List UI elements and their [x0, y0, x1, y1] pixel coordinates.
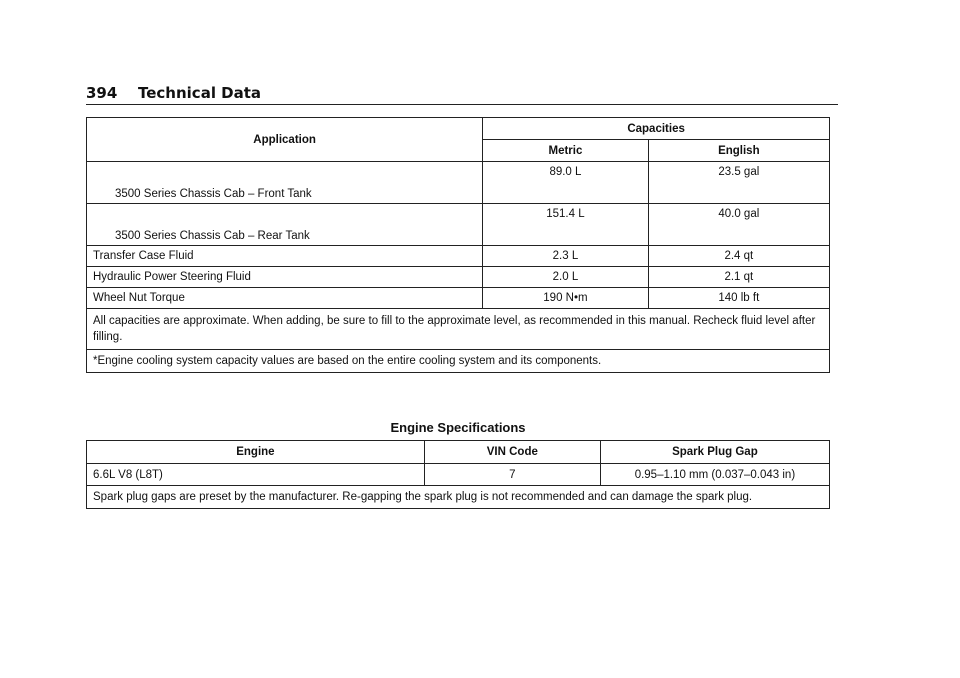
column-header-gap: Spark Plug Gap [600, 441, 829, 464]
english-cell: 140 lb ft [648, 288, 829, 309]
capacities-note: All capacities are approximate. When adding, be sure to fill to the approximate level, as recommended in this manual. Recheck fluid level after filling. [87, 309, 830, 350]
table-row [87, 162, 830, 204]
table-row [87, 246, 830, 267]
capacities-table [86, 117, 830, 373]
page-header [86, 84, 838, 105]
column-header-engine: Engine [87, 441, 425, 464]
column-header-vin: VIN Code [424, 441, 600, 464]
column-header-application: Application [87, 118, 483, 162]
table-note-row [87, 486, 830, 509]
table-note-row [87, 350, 830, 373]
cooling-note: *Engine cooling system capacity values are based on the entire cooling system and its components. [87, 350, 830, 373]
english-cell: 2.1 qt [648, 267, 829, 288]
column-header-capacities: Capacities [483, 118, 830, 140]
table-row [87, 464, 830, 486]
column-header-metric: Metric [483, 140, 648, 162]
table-header-row [87, 118, 830, 140]
table-row [87, 288, 830, 309]
application-cell: 3500 Series Chassis Cab – Front Tank [87, 162, 483, 204]
application-cell: 3500 Series Chassis Cab – Rear Tank [87, 204, 483, 246]
application-cell: Transfer Case Fluid [87, 246, 483, 267]
metric-cell: 2.0 L [483, 267, 648, 288]
spark-plug-note: Spark plug gaps are preset by the manufacturer. Re-gapping the spark plug is not recommended and can damage the spark plug. [87, 486, 830, 509]
table-header-row [87, 441, 830, 464]
english-cell: 23.5 gal [648, 162, 829, 204]
english-cell: 2.4 qt [648, 246, 829, 267]
application-cell: Hydraulic Power Steering Fluid [87, 267, 483, 288]
table-row [87, 204, 830, 246]
section-title: Technical Data [138, 84, 262, 102]
gap-cell: 0.95–1.10 mm (0.037–0.043 in) [600, 464, 829, 486]
english-cell: 40.0 gal [648, 204, 829, 246]
page-number: 394 [86, 84, 118, 102]
engine-cell: 6.6L V8 (L8T) [87, 464, 425, 486]
column-header-english: English [648, 140, 829, 162]
table-note-row [87, 309, 830, 350]
engine-specs-title: Engine Specifications [390, 420, 526, 435]
engine-specs-table [86, 440, 830, 509]
table-row [87, 267, 830, 288]
metric-cell: 2.3 L [483, 246, 648, 267]
metric-cell: 190 N•m [483, 288, 648, 309]
application-cell: Wheel Nut Torque [87, 288, 483, 309]
metric-cell: 151.4 L [483, 204, 648, 246]
metric-cell: 89.0 L [483, 162, 648, 204]
vin-cell: 7 [424, 464, 600, 486]
